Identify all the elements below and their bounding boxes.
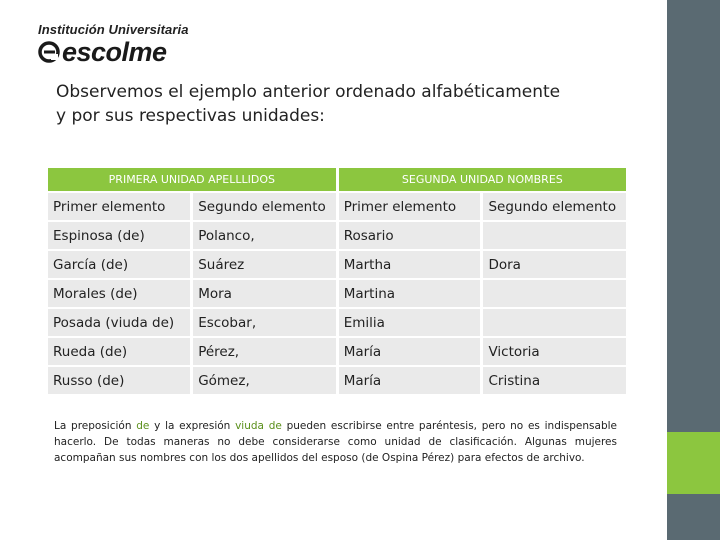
- logo-wordmark: escolme: [62, 37, 167, 67]
- table-cell: Martha: [339, 249, 481, 278]
- table-cell: Cristina: [483, 365, 626, 394]
- table-cell: [483, 307, 626, 336]
- table-cell: García (de): [48, 249, 190, 278]
- table-cell: Morales (de): [48, 278, 190, 307]
- institution-logo: [38, 22, 189, 67]
- table-cell: Rosario: [339, 220, 481, 249]
- table-cell: Pérez,: [193, 336, 336, 365]
- footnote-highlight: viuda de: [235, 420, 282, 432]
- group-header-surnames: PRIMERA UNIDAD APELLLIDOS: [48, 168, 336, 191]
- sub-header-cell: Primer elemento: [339, 191, 481, 220]
- table-cell: Posada (viuda de): [48, 307, 190, 336]
- logo-mark-icon: [38, 41, 60, 63]
- table-row: [48, 336, 626, 365]
- table-cell: Victoria: [483, 336, 626, 365]
- table-cell: Rueda (de): [48, 336, 190, 365]
- table-row: [48, 278, 626, 307]
- footnote-text: y la expresión: [149, 420, 236, 432]
- table-row: [48, 365, 626, 394]
- sub-header-cell: Segundo elemento: [193, 191, 336, 220]
- sub-header-cell: Segundo elemento: [483, 191, 626, 220]
- group-header-names: SEGUNDA UNIDAD NOMBRES: [339, 168, 626, 191]
- table-row: [48, 249, 626, 278]
- table-cell: Russo (de): [48, 365, 190, 394]
- table-cell: Escobar,: [193, 307, 336, 336]
- table-cell: Suárez: [193, 249, 336, 278]
- group-header-row: [48, 168, 626, 191]
- table-cell: Emilia: [339, 307, 481, 336]
- table-row: [48, 307, 626, 336]
- slide-heading: [56, 80, 616, 128]
- footnote-highlight: de: [136, 420, 150, 432]
- footnote-text: La preposición: [54, 420, 137, 432]
- heading-line-2: y por sus respectivas unidades:: [56, 106, 325, 126]
- sub-header-cell: Primer elemento: [48, 191, 190, 220]
- footnote: [54, 418, 617, 466]
- sidebar-accent-block: [667, 432, 720, 494]
- footnote-text: pueden escribirse entre paréntesis, pero no es indispensable hacerlo. De todas maneras no debe considerarse como unidad de clasificación. Algunas mujeres acompañan sus nombres con los dos apellidos del esposo (de Ospina Pérez) para efectos de archivo.: [54, 420, 617, 464]
- table-cell: Dora: [483, 249, 626, 278]
- table-cell: Martina: [339, 278, 481, 307]
- table-cell: Mora: [193, 278, 336, 307]
- table-cell: [483, 278, 626, 307]
- table-cell: María: [339, 336, 481, 365]
- table-cell: Polanco,: [193, 220, 336, 249]
- table-row: [48, 220, 626, 249]
- sub-header-row: [48, 191, 626, 220]
- heading-line-1: Observemos el ejemplo anterior ordenado alfabéticamente: [56, 82, 561, 102]
- logo-tagline: Institución Universitaria: [38, 22, 189, 37]
- logo-main: [38, 37, 189, 67]
- table-cell: [483, 220, 626, 249]
- classification-table: [45, 168, 629, 394]
- table-cell: Gómez,: [193, 365, 336, 394]
- table-cell: María: [339, 365, 481, 394]
- table-cell: Espinosa (de): [48, 220, 190, 249]
